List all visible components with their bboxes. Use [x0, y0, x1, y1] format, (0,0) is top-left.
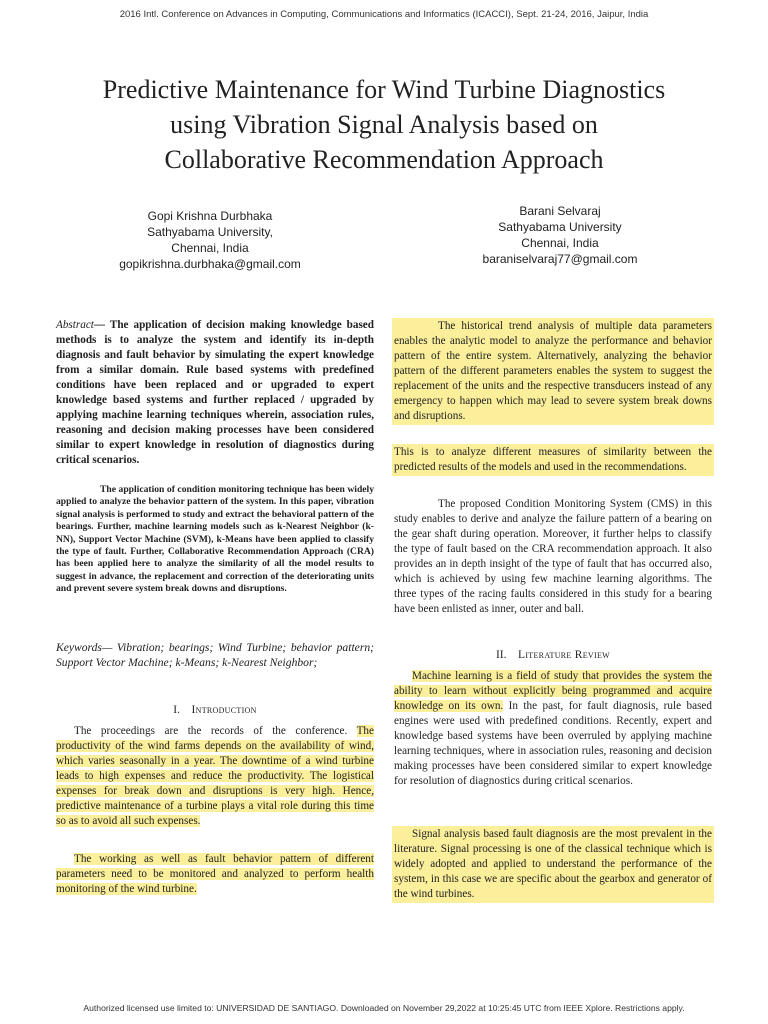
author-email: baraniselvaraj77@gmail.com: [482, 252, 638, 266]
literature-text-plain: In the past, for fault diagnosis, rule based engines were used with predefined conditions. Recently, expert and knowledge based systems have been overruled by applying machine learning techniques, where in association rules, reasoning and decision making processes have been considered similar to expert knowledge for resolution of diagnostics during critical scenarios.: [394, 700, 712, 787]
intro-text-plain: The proceedings are the records of the conference.: [74, 725, 357, 737]
literature-text-highlighted: Machine learning is a field of study that provides the system the ability to learn without explicitly being programmed and acquire knowledge on its own.: [394, 670, 712, 712]
section-heading-introduction: [56, 704, 374, 716]
paper-title: [40, 72, 728, 177]
abstract-paragraph-1: [56, 318, 374, 468]
intro-paragraph-1: [56, 724, 374, 829]
title-line: Collaborative Recommendation Approach: [164, 145, 604, 174]
author-location: Chennai, India: [171, 241, 249, 255]
author-affiliation: Sathyabama University,: [147, 225, 273, 239]
author-location: Chennai, India: [521, 236, 599, 250]
conference-header: 2016 Intl. Conference on Advances in Computing, Communications and Informatics (ICACCI), Sept. 21-24, 2016, Jaipur, India: [119, 9, 649, 20]
author-email: gopikrishna.durbhaka@gmail.com: [119, 257, 301, 271]
literature-paragraph-1: [394, 669, 712, 789]
author-name: Barani Selvaraj: [519, 204, 601, 218]
author-name: Gopi Krishna Durbhaka: [147, 209, 273, 223]
section-number: I.: [173, 704, 180, 716]
intro-paragraph-2: [56, 852, 374, 897]
keywords: Keywords— Vibration; bearings; Wind Turbine; behavior pattern; Support Vector Machine; k-Means; k-Nearest Neighbor;: [56, 641, 374, 669]
abstract-text: — The application of decision making knowledge based methods is to analyze the system and identify its in-depth diagnosis and fault behavior by simulating the expert knowledge from a similar domain. Rule based systems with predefined conditions have been replaced and or upgraded to expert knowledge based systems and further replaced / upgraded by applying machine learning techniques wherein, association rules, reasoning and decision making processes have been considered similar to expert knowledge in resolution of diagnostics during critical scenarios.: [56, 319, 374, 466]
abstract-text: The application of condition monitoring technique has been widely applied to analyze the behavior pattern of the system. In this paper, vibration signal analysis is performed to study and extract the behavioral pattern of the bearings. Further, machine learning models such as k-Nearest Neighbor (k-NN), Support Vector Machine (SVM), k-Means have been applied to classify the type of fault. Further, Collaborative Recommendation Approach (CRA) has been applied here to analyze the similarity of all the model results to suggest in advance, the replacement and correction of the deteriorating units and prevent severe system break downs and disruptions.: [56, 484, 374, 595]
section-heading-literature-review: [394, 649, 712, 661]
author-affiliation: Sathyabama University: [498, 220, 622, 234]
highlighted-text: The historical trend analysis of multiple data parameters enables the analytic model to analyze the performance and behavior pattern of the entire system. Alternatively, analyzing the behavior pattern of the different parameters enables the system to suggest the replacement of the units and the respective transducers instead of any emergency to happen which may lead to severe system break downs and disruptions.: [394, 320, 712, 422]
highlighted-text: This is to analyze different measures of similarity between the predicted results of the models and used in the recommendations.: [392, 444, 714, 476]
title-line: Predictive Maintenance for Wind Turbine Diagnostics: [102, 75, 666, 104]
right-paragraph-1: [394, 318, 712, 425]
author-block-2: [440, 203, 680, 267]
section-title: Introduction: [191, 704, 257, 716]
literature-paragraph-2: [394, 826, 712, 903]
right-paragraph-2: [394, 444, 712, 476]
title-line: using Vibration Signal Analysis based on: [170, 110, 598, 139]
literature-text-highlighted: Signal analysis based fault diagnosis are the most prevalent in the literature. Signal processing is one of the classical technique which is widely adopted and applied to understand the performance of the system, in this case we are specific about the gearbox and generator of the wind turbines.: [392, 826, 714, 903]
abstract-label: Abstract: [56, 319, 94, 331]
right-paragraph-3: The proposed Condition Monitoring System (CMS) in this study enables to derive and analyze the failure pattern of a bearing on the gear shaft during operation. Moreover, it further helps to classify the type of fault based on the CRA recommendation approach. It also provides an in depth insight of the type of fault that has occurred also, which is achieved by using few machine learning algorithms. The three types of the racing faults considered in this study for a bearing have been enlisted as inner, outer and ball.: [394, 498, 712, 615]
intro-text-highlighted: The working as well as fault behavior pattern of different parameters need to be monitored and analyzed to perform health monitoring of the wind turbine.: [56, 853, 374, 895]
intro-text-highlighted: The productivity of the wind farms depends on the availability of wind, which varies seasonally in a year. The downtime of a wind turbine leads to high expenses and reduce the productivity. The logistical expenses for break down and disruptions is very high. Hence, predictive maintenance of a turbine plays a vital role during this time so as to avoid all such expenses.: [56, 725, 374, 827]
section-title: Literature Review: [518, 649, 611, 661]
author-block-1: [95, 208, 325, 272]
download-footer: Authorized licensed use limited to: UNIVERSIDAD DE SANTIAGO. Downloaded on November 29,2022 at 10:25:45 UTC from IEEE Xplore. Restrictions apply.: [83, 1003, 685, 1013]
abstract-paragraph-2: [56, 484, 374, 596]
section-number: II.: [495, 649, 507, 661]
